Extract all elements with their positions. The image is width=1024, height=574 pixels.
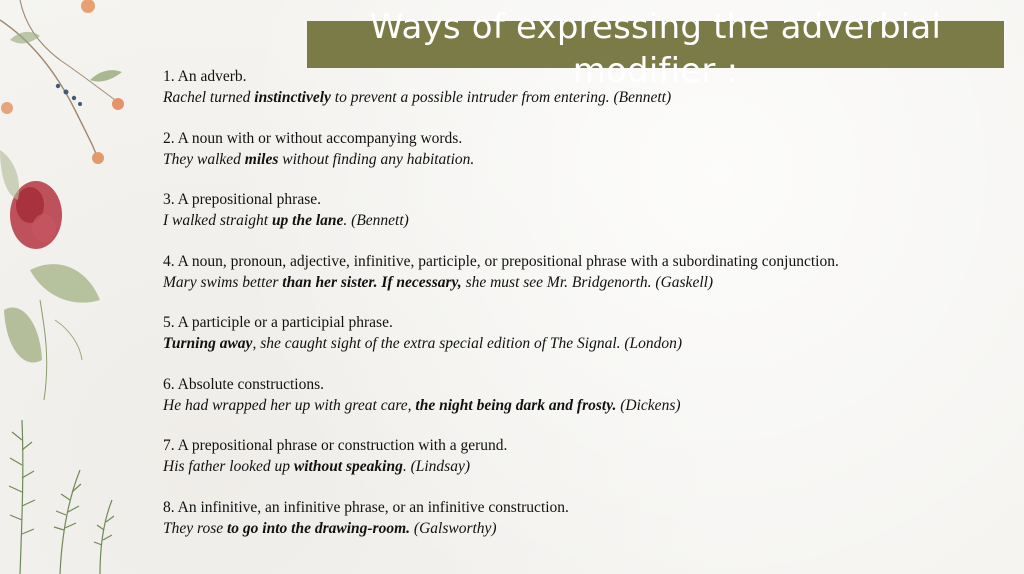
example-emphasis: the night being dark and frosty.: [415, 396, 617, 414]
example-emphasis: to go into the drawing-room.: [227, 519, 411, 537]
list-item: [163, 128, 983, 170]
example-text: He had wrapped her up with great care,: [163, 396, 416, 414]
item-heading: 7. A prepositional phrase or construction with a gerund.: [163, 437, 508, 454]
example-text: They walked: [163, 150, 245, 168]
title-bar: [307, 7, 1004, 91]
floral-decoration: [0, 0, 140, 574]
item-heading: 3. A prepositional phrase.: [163, 191, 321, 208]
list-item: [163, 251, 983, 293]
list-item: [163, 189, 983, 231]
example-text: (Dickens): [616, 396, 681, 414]
example-text: Rachel turned: [163, 89, 255, 106]
example-emphasis: Turning away: [163, 335, 253, 352]
item-example: [163, 518, 983, 539]
example-text: . (Lindsay): [402, 458, 471, 475]
example-emphasis: miles: [244, 150, 279, 168]
item-example: [163, 87, 983, 108]
example-emphasis: up the lane: [271, 212, 344, 229]
slide-title: Ways of expressing the adverbial modifier :: [369, 7, 942, 91]
example-text: , she caught sight of the extra special edition of The Signal. (London): [252, 335, 683, 352]
item-heading: 1. An adverb.: [163, 68, 247, 85]
red-rose-icon: [10, 181, 62, 249]
example-emphasis: than her sister. If necessary,: [282, 273, 462, 291]
example-text: to prevent a possible intruder from entering. (Bennett): [330, 89, 672, 106]
example-text: (Galsworthy): [410, 519, 497, 537]
example-text: Mary swims better: [163, 273, 283, 291]
item-example: [163, 149, 983, 170]
example-text: I walked straight: [163, 212, 272, 229]
item-heading: 2. A noun with or without accompanying words.: [163, 129, 463, 147]
item-example: [163, 210, 983, 231]
example-text: she must see Mr. Bridgenorth. (Gaskell): [461, 273, 714, 291]
item-example: [163, 333, 983, 354]
list-item: [163, 312, 983, 354]
list-item: [163, 435, 983, 477]
example-text: His father looked up: [163, 458, 294, 475]
item-example: [163, 272, 983, 293]
example-emphasis: instinctively: [254, 89, 331, 106]
fern-icon: [9, 420, 114, 574]
content-list: [163, 66, 983, 558]
item-example: [163, 395, 983, 416]
item-example: [163, 456, 983, 477]
item-heading: 6. Absolute constructions.: [163, 375, 325, 393]
item-heading: 5. A participle or a participial phrase.: [163, 314, 393, 331]
list-item: [163, 374, 983, 416]
item-heading: 8. An infinitive, an infinitive phrase, or an infinitive construction.: [163, 498, 569, 516]
flower-branch-icon: [0, 0, 124, 164]
example-text: without finding any habitation.: [278, 150, 475, 168]
list-item: [163, 497, 983, 539]
item-heading: 4. A noun, pronoun, adjective, infinitive, participle, or prepositional phrase with a subordinating conjunction.: [163, 252, 839, 270]
example-emphasis: without speaking: [293, 458, 403, 475]
example-text: . (Bennett): [343, 212, 409, 229]
leaf-icon: [0, 150, 100, 400]
list-item: [163, 66, 983, 108]
example-text: They rose: [163, 519, 227, 537]
